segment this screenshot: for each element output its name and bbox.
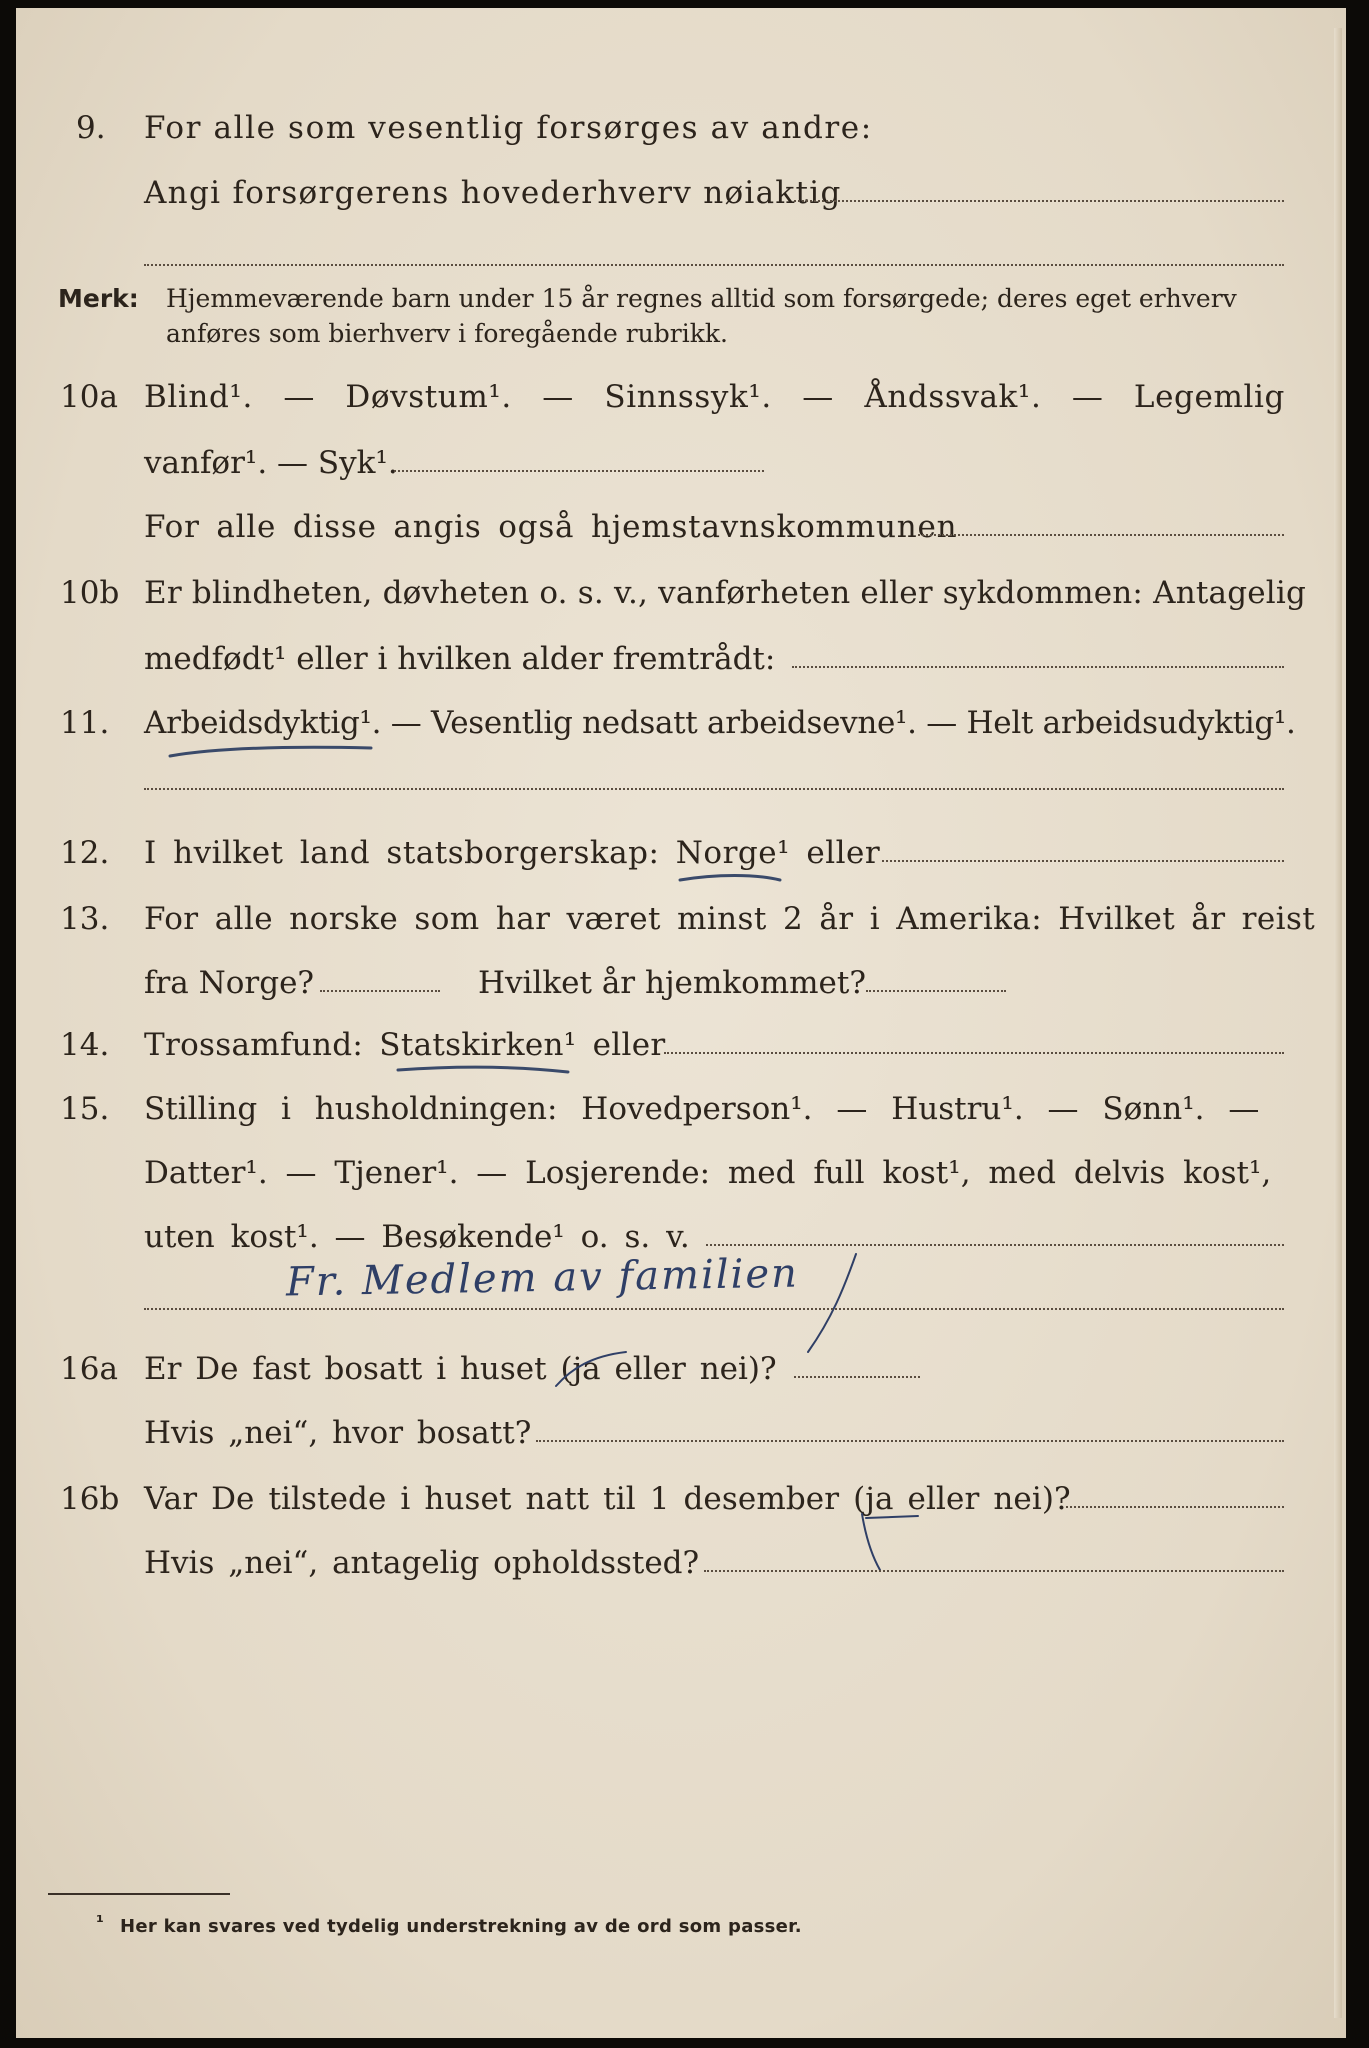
- q16b-line1: Var De tilstede i huset natt til 1 desember (ja eller nei)?: [144, 1481, 1071, 1517]
- q15-answer-line-2: [144, 1308, 1284, 1310]
- q10b-answer-line: [792, 666, 1284, 668]
- q12-answer-line: [882, 860, 1284, 862]
- paper-edge: [1334, 28, 1342, 2018]
- q16b-line2: Hvis „nei“, antagelig opholdssted?: [144, 1545, 700, 1581]
- q16a-line2: Hvis „nei“, hvor bosatt?: [144, 1415, 532, 1451]
- q13-line1: For alle norske som har været minst 2 år i Amerika: Hvilket år reist: [144, 901, 1316, 937]
- q15-handwritten-answer: Fr. Medlem av familien: [285, 1250, 800, 1306]
- q16b-answer-line: [1066, 1506, 1284, 1508]
- q14-number: 14.: [60, 1027, 110, 1063]
- q15-line1: Stilling i husholdningen: Hovedperson¹. — Hustru¹. — Sønn¹. —: [144, 1091, 1260, 1127]
- q16b-number: 16b: [60, 1481, 120, 1517]
- q13-line2a: fra Norge?: [144, 965, 315, 1001]
- q16a-handwritten-mark: [552, 1348, 632, 1392]
- q13-right-answer-line: [866, 990, 1006, 992]
- q12-number: 12.: [60, 835, 110, 871]
- merk-label: Merk:: [58, 284, 139, 313]
- q15-pen-stroke: [796, 1248, 876, 1358]
- q9-line2: Angi forsørgerens hovederhverv nøiaktig: [144, 175, 842, 211]
- q12-handwritten-underline: [676, 868, 786, 888]
- footnote-text: Her kan svares ved tydelig understrekning av de ord som passer.: [120, 1916, 802, 1937]
- q13-line2b: Hvilket år hjemkommet?: [478, 965, 866, 1001]
- q16a-number: 16a: [60, 1351, 118, 1387]
- q11-answer-line: [144, 788, 1284, 790]
- q15-line3: uten kost¹. — Besøkende¹ o. s. v.: [144, 1219, 690, 1255]
- q10b-line1: Er blindheten, døvheten o. s. v., vanførheten eller sykdommen: Antagelig: [144, 575, 1307, 611]
- q16a-answer-line: [794, 1376, 920, 1378]
- q10a-home-answer-line: [918, 534, 1284, 536]
- q10a-line3: For alle disse angis også hjemstavnskommunen: [144, 509, 958, 545]
- q14-handwritten-underline: [394, 1060, 574, 1080]
- q10a-line2: vanfør¹. — Syk¹.: [144, 445, 398, 481]
- q11-handwritten-underline: [166, 740, 376, 762]
- q9-answer-line-2: [144, 264, 1284, 266]
- q16b-handwritten-mark: [856, 1508, 926, 1578]
- q13-left-answer-line: [320, 990, 440, 992]
- census-form-page: [16, 8, 1346, 2038]
- q13-number: 13.: [60, 901, 110, 937]
- q15-line2: Datter¹. — Tjener¹. — Losjerende: med full kost¹, med delvis kost¹,: [144, 1155, 1272, 1191]
- q16a-where-answer-line: [536, 1440, 1284, 1442]
- q12-line1: I hvilket land statsborgerskap: Norge¹ eller: [144, 835, 881, 871]
- footnote-mark: ¹: [96, 1912, 104, 1933]
- q11-line1: Arbeidsdyktig¹. — Vesentlig nedsatt arbeidsevne¹. — Helt arbeidsudyktig¹.: [144, 705, 1296, 741]
- q9-number: 9.: [76, 110, 106, 146]
- merk-line2: anføres som bierhverv i foregående rubrikk.: [166, 319, 728, 348]
- q9-answer-line: [794, 200, 1284, 202]
- q14-answer-line: [664, 1052, 1284, 1054]
- q10b-line2: medfødt¹ eller i hvilken alder fremtrådt:: [144, 641, 776, 677]
- q15-number: 15.: [60, 1091, 110, 1127]
- q10a-answer-line: [394, 470, 764, 472]
- q16b-where-answer-line: [704, 1570, 1284, 1572]
- footnote-rule: [48, 1893, 230, 1895]
- q10a-line1: Blind¹. — Døvstum¹. — Sinnssyk¹. — Åndssvak¹. — Legemlig: [144, 379, 1285, 415]
- q14-line1: Trossamfund: Statskirken¹ eller: [144, 1027, 666, 1063]
- q9-line1: For alle som vesentlig forsørges av andre:: [144, 110, 873, 146]
- q11-number: 11.: [60, 705, 110, 741]
- q16a-line1: Er De fast bosatt i huset (ja eller nei)?: [144, 1351, 777, 1387]
- q15-answer-line: [706, 1244, 1284, 1246]
- merk-line1: Hjemmeværende barn under 15 år regnes alltid som forsørgede; deres eget erhverv: [166, 284, 1237, 313]
- q10b-number: 10b: [60, 575, 120, 611]
- q10a-number: 10a: [60, 379, 118, 415]
